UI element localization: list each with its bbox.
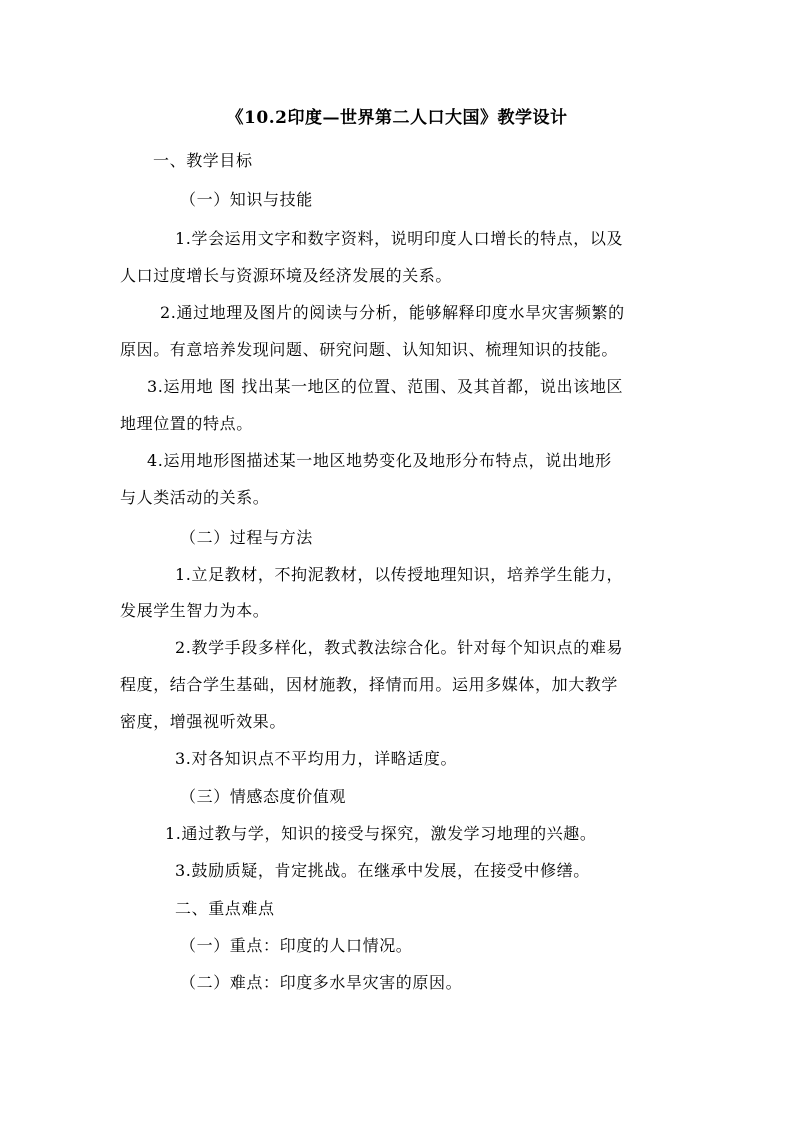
paragraph-line: 地理位置的特点。	[120, 414, 253, 433]
subsection-heading-process: （二）过程与方法	[180, 528, 313, 547]
paragraph-line: 3.运用地 图 找出某一地区的位置、范围、及其首都，说出该地区	[147, 377, 624, 396]
section-heading-key-points: 二、重点难点	[175, 899, 275, 918]
paragraph-line: 密度，增强视听效果。	[120, 712, 287, 731]
paragraph-line: 1.学会运用文字和数字资料，说明印度人口增长的特点，以及	[175, 229, 624, 248]
paragraph-line: 3.对各知识点不平均用力，详略适度。	[175, 749, 458, 768]
paragraph-line: 2.教学手段多样化，教式教法综合化。针对每个知识点的难易	[175, 638, 624, 657]
paragraph-line: 程度，结合学生基础，因材施教，择情而用。运用多媒体，加大教学	[120, 675, 619, 694]
paragraph-line: 1.通过教与学，知识的接受与探究，激发学习地理的兴趣。	[165, 824, 597, 843]
paragraph-line: 1.立足教材，不拘泥教材，以传授地理知识，培养学生能力，	[175, 565, 624, 584]
paragraph-line: 原因。有意培养发现问题、研究问题、认知知识、梳理知识的技能。	[120, 340, 619, 359]
key-point-line: （一）重点：印度的人口情况。	[180, 936, 413, 955]
subsection-heading-attitude: （三）情感态度价值观	[180, 787, 347, 806]
paragraph-line: 3.鼓励质疑，肯定挑战。在继承中发展，在接受中修缮。	[175, 861, 590, 880]
document-title: 《10.2印度—世界第二人口大国》教学设计	[226, 108, 568, 128]
difficulty-line: （二）难点：印度多水旱灾害的原因。	[180, 973, 463, 992]
section-heading-objectives: 一、教学目标	[153, 151, 253, 170]
subsection-heading-knowledge: （一）知识与技能	[180, 190, 313, 209]
paragraph-line: 发展学生智力为本。	[120, 601, 270, 620]
paragraph-line: 2.通过地理及图片的阅读与分析，能够解释印度水旱灾害频繁的	[160, 303, 625, 322]
paragraph-line: 人口过度增长与资源环境及经济发展的关系。	[120, 266, 453, 285]
paragraph-line: 与人类活动的关系。	[120, 488, 270, 507]
paragraph-line: 4.运用地形图描述某一地区地势变化及地形分布特点，说出地形	[147, 451, 612, 470]
